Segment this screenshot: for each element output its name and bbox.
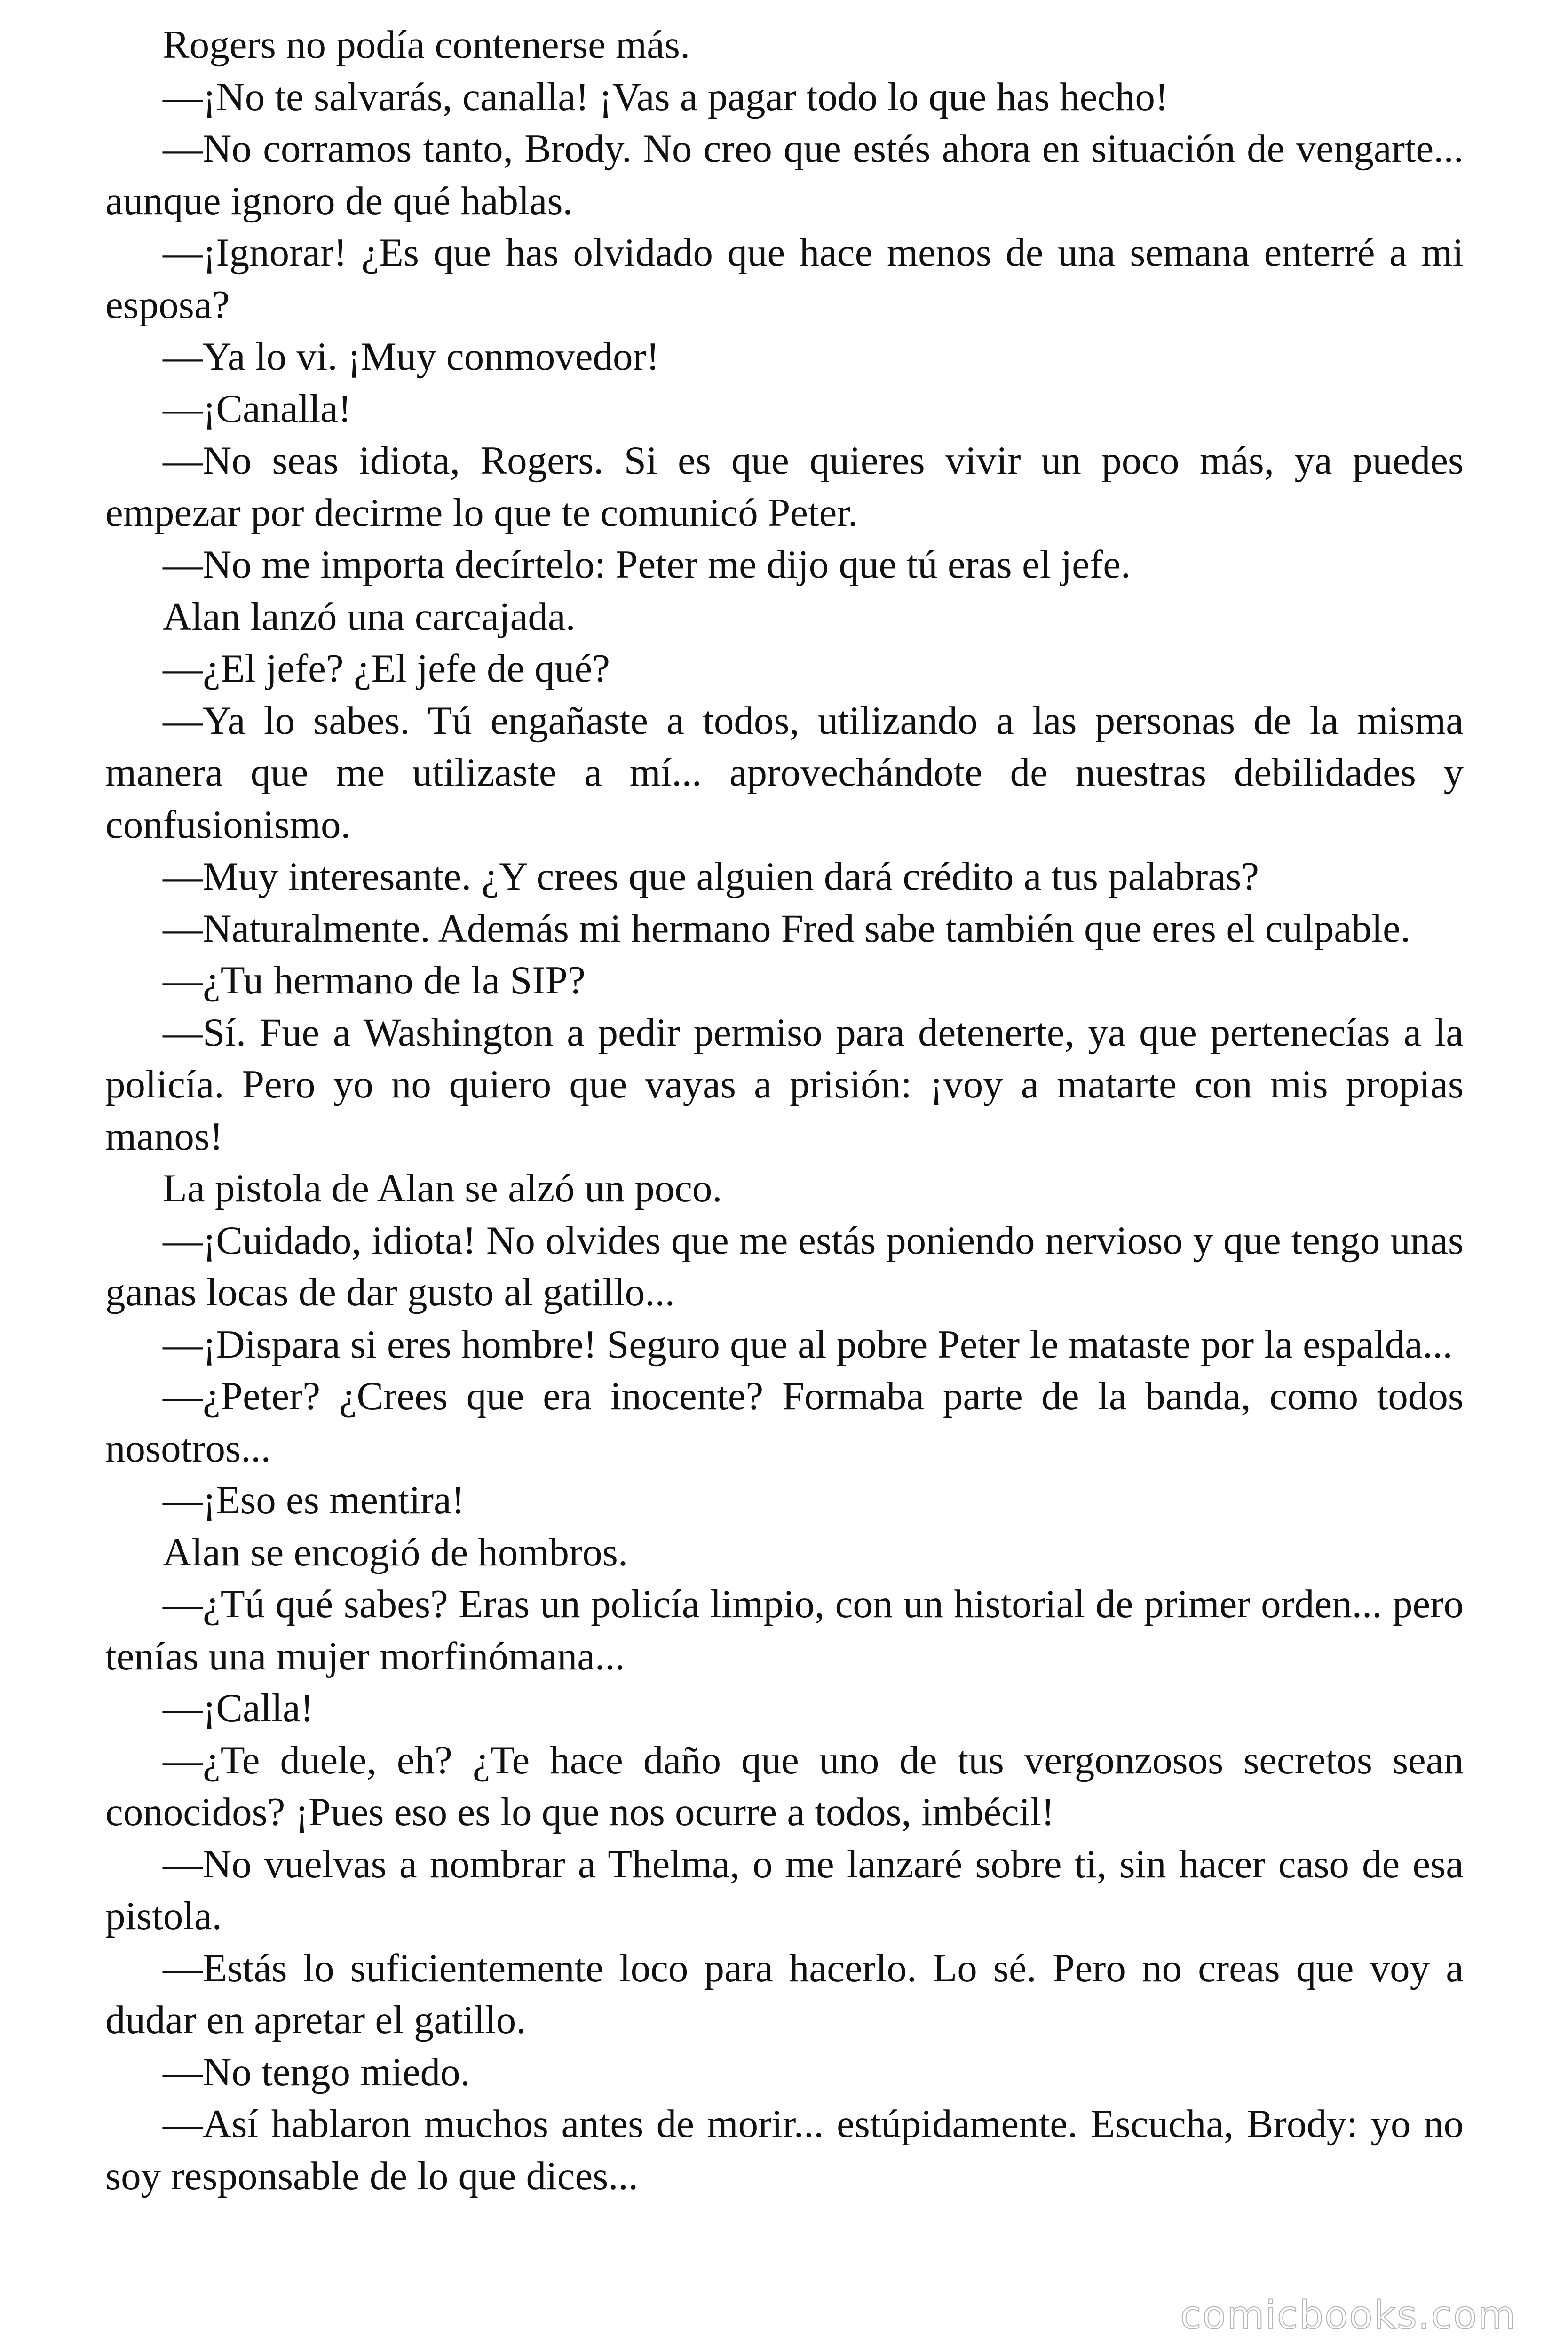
paragraph: —¡Canalla!	[163, 386, 352, 431]
paragraph: —Estás lo suficientemente loco para hacerlo. Lo sé. Pero no creas que voy a dudar en apretar el gatillo.	[105, 1946, 1464, 2042]
paragraph: —No seas idiota, Rogers. Si es que quieres vivir un poco más, ya puedes empezar por decirme lo que te comunicó Peter.	[105, 438, 1464, 535]
paragraph: —Así hablaron muchos antes de morir... estúpidamente. Escucha, Brody: yo no soy responsable de lo que dices...	[105, 2102, 1464, 2198]
paragraph: —¡Cuidado, idiota! No olvides que me estás poniendo nervioso y que tengo unas ganas locas de dar gusto al gatillo...	[105, 1218, 1464, 1314]
paragraph: —¿Tú qué sabes? Eras un policía limpio, con un historial de primer orden... pero tenías una mujer morfinómana...	[105, 1582, 1464, 1678]
paragraph: —Sí. Fue a Washington a pedir permiso para detenerte, ya que pertenecías a la policía. Pero yo no quiero que vayas a prisión: ¡voy a matarte con mis propias manos!	[105, 1010, 1464, 1159]
paragraph: —Muy interesante. ¿Y crees que alguien dará crédito a tus palabras?	[163, 854, 1259, 898]
paragraph: —No tengo miedo.	[163, 2050, 470, 2094]
paragraph: Rogers no podía contenerse más.	[163, 23, 690, 67]
paragraph: —¡No te salvarás, canalla! ¡Vas a pagar todo lo que has hecho!	[163, 74, 1169, 119]
watermark: comicbooks.com	[1180, 2293, 1516, 2338]
paragraph: Alan lanzó una carcajada.	[163, 594, 576, 639]
paragraph: —¡Dispara si eres hombre! Seguro que al pobre Peter le mataste por la espalda...	[163, 1322, 1453, 1367]
paragraph: —No corramos tanto, Brody. No creo que estés ahora en situación de vengarte... aunque ignoro de qué hablas.	[105, 127, 1464, 223]
paragraph: La pistola de Alan se alzó un poco.	[163, 1166, 722, 1210]
page-text	[105, 19, 1464, 2202]
paragraph: —No me importa decírtelo: Peter me dijo que tú eras el jefe.	[163, 542, 1131, 587]
paragraph: —¡Calla!	[163, 1686, 314, 1730]
paragraph: —Ya lo sabes. Tú engañaste a todos, utilizando a las personas de la misma manera que me utilizaste a mí... aprovechándote de nuestras debilidades y confusionismo.	[105, 698, 1464, 847]
paragraph: —Naturalmente. Además mi hermano Fred sabe también que eres el culpable.	[163, 906, 1410, 951]
paragraph: —¡Eso es mentira!	[163, 1478, 465, 1522]
paragraph: —¿El jefe? ¿El jefe de qué?	[163, 646, 610, 691]
paragraph: —Ya lo vi. ¡Muy conmovedor!	[163, 334, 660, 379]
paragraph: —¿Te duele, eh? ¿Te hace daño que uno de tus vergonzosos secretos sean conocidos? ¡Pues eso es lo que nos ocurre a todos, imbécil!	[105, 1738, 1464, 1834]
paragraph: —¿Peter? ¿Crees que era inocente? Formaba parte de la banda, como todos nosotros...	[105, 1374, 1464, 1470]
paragraph: Alan se encogió de hombros.	[163, 1530, 628, 1574]
paragraph: —¿Tu hermano de la SIP?	[163, 958, 586, 1002]
paragraph: —No vuelvas a nombrar a Thelma, o me lanzaré sobre ti, sin hacer caso de esa pistola.	[105, 1842, 1464, 1938]
paragraph: —¡Ignorar! ¿Es que has olvidado que hace menos de una semana enterré a mi esposa?	[105, 230, 1464, 327]
